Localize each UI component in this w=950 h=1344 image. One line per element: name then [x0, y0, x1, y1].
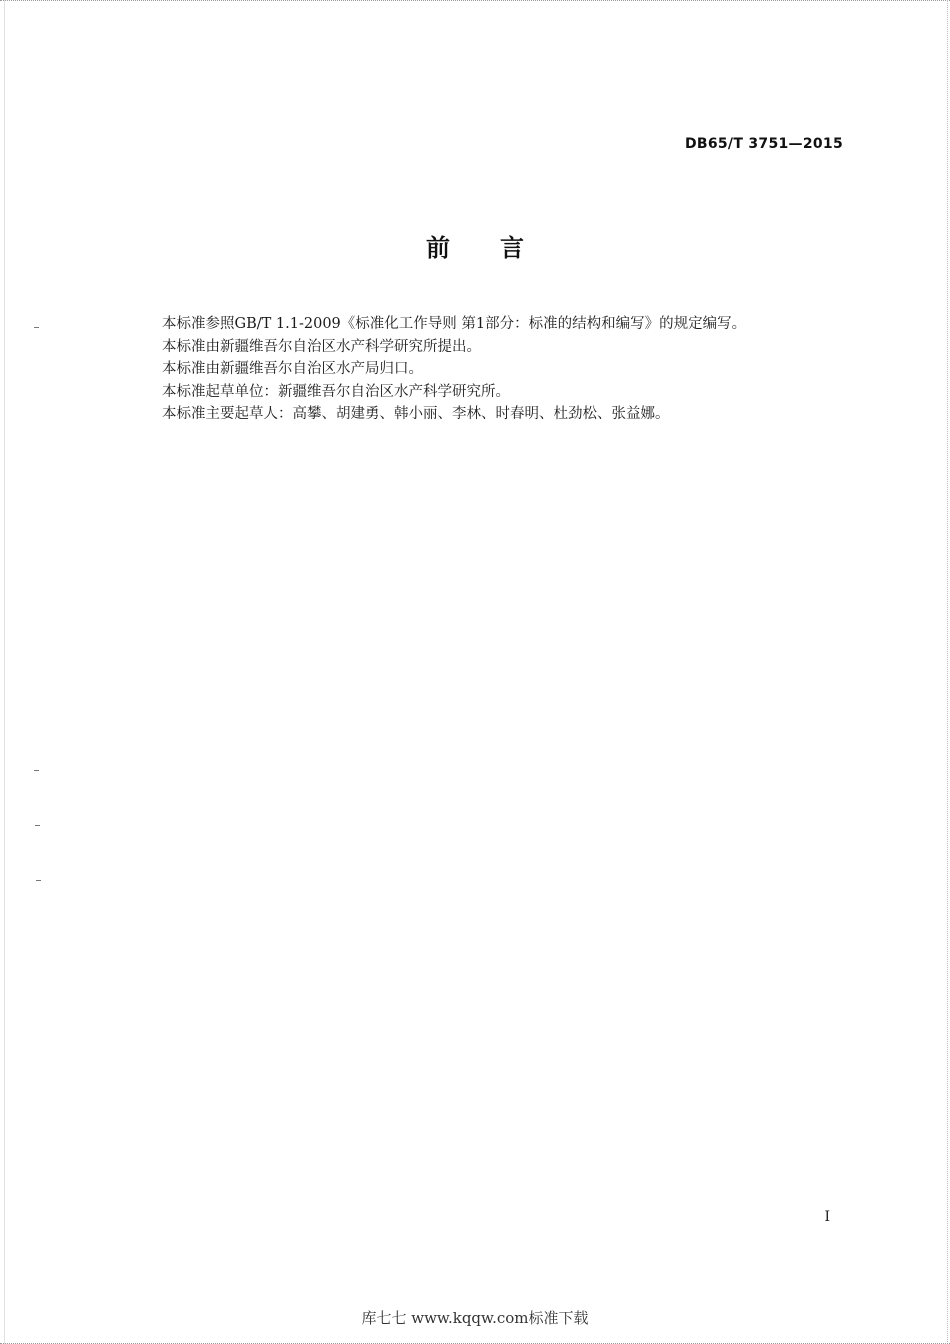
page-number: I [824, 1209, 830, 1225]
document-code: DB65/T 3751—2015 [684, 136, 843, 152]
title-char-2: 言 [500, 234, 524, 262]
paragraph: 本标准参照GB/T 1.1-2009《标准化工作导则 第1部分：标准的结构和编写》的规定编写。 [162, 316, 747, 332]
scan-bottom-edge [0, 1340, 950, 1344]
scan-speck [34, 327, 39, 328]
paragraph: 本标准起草单位：新疆维吾尔自治区水产科学研究所。 [162, 383, 510, 400]
watermark-text: 库七七 www.kqqw.com标准下载 [361, 1309, 589, 1327]
scan-speck [35, 825, 40, 826]
paragraph: 本标准由新疆维吾尔自治区水产局归口。 [162, 361, 423, 377]
paragraph: 本标准由新疆维吾尔自治区水产科学研究所提出。 [162, 338, 481, 355]
scan-top-edge [0, 0, 950, 7]
scan-speck [36, 880, 41, 881]
scan-right-edge [946, 0, 948, 1344]
foreword-body [162, 313, 862, 426]
title-char-1: 前 [426, 234, 450, 262]
scan-speck [34, 770, 39, 771]
paragraph: 本标准主要起草人：高攀、胡建勇、韩小丽、李林、时春明、杜劲松、张益娜。 [162, 406, 670, 422]
page-title [0, 228, 950, 263]
scan-left-edge [4, 0, 5, 1344]
